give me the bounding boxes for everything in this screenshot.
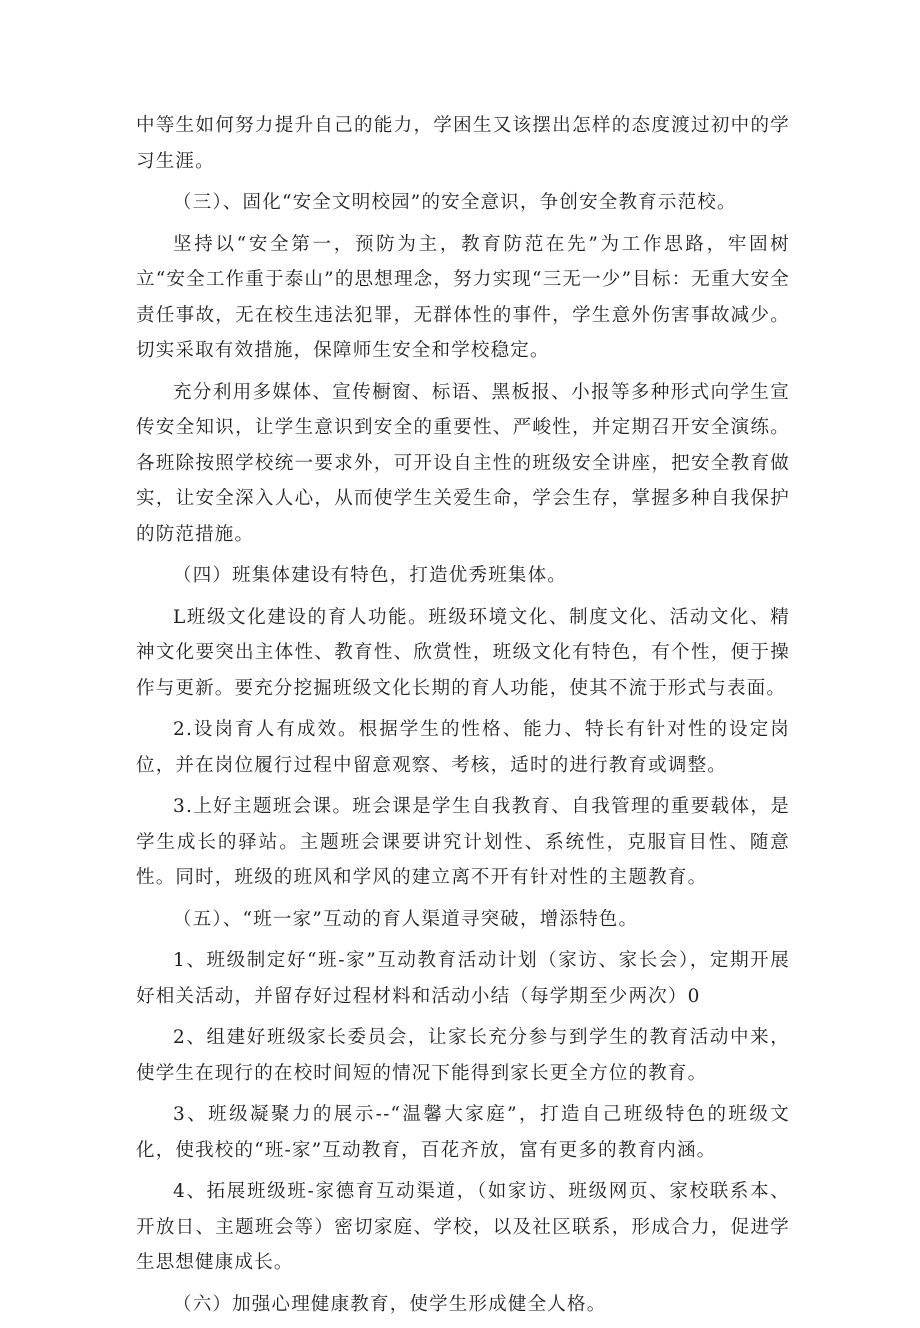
list-item: 3、班级凝聚力的展示--“温馨大家庭”，打造自己班级特色的班级文化，使我校的“班-家”互动教育，百花齐放，富有更多的教育内涵。 (136, 1104, 790, 1161)
paragraph: 充分利用多媒体、宣传橱窗、标语、黑板报、小报等多种形式向学生宣传安全知识，让学生意识到安全的重要性、严峻性，并定期召开安全演练。各班除按照学校统一要求外，可开设自主性的班级安全讲座，把安全教育做实，让安全深入人心，从而使学生关爱生命，学会生存，掌握多种自我保护的防范措施。 (136, 381, 790, 545)
section-heading-4: （四）班集体建设有特色，打造优秀班集体。 (173, 565, 568, 586)
document-body (136, 108, 790, 1328)
section-heading-6: （六）加强心理健康教育，使学生形成健全人格。 (173, 1293, 607, 1315)
section-heading-3: （三）、固化“安全文明校园”的安全意识，争创安全教育示范校。 (173, 192, 737, 213)
list-item: 1、班级制定好“班-家”互动教育活动计划（家访、家长会），定期开展好相关活动，并留存好过程材料和活动小结（每学期至少两次）0 (136, 950, 790, 1007)
paragraph: 坚持以“安全第一，预防为主，教育防范在先”为工作思路，牢固树立“安全工作重于泰山”的思想理念，努力实现“三无一少”目标：无重大安全责任事故，无在校生违法犯罪，无群体性的事件，学生意外伤害事故减少。切实采取有效措施，保障师生安全和学校稳定。 (136, 233, 790, 361)
list-item: 2、组建好班级家长委员会，让家长充分参与到学生的教育活动中来，使学生在现行的在校时间短的情况下能得到家长更全方位的教育。 (136, 1027, 790, 1084)
list-item: 2.设岗育人有成效。根据学生的性格、能力、特长有针对性的设定岗位，并在岗位履行过程中留意观察、考核，适时的进行教育或调整。 (136, 719, 790, 776)
section-heading-5: （五）、“班一家”互动的育人渠道寻突破，增添特色。 (173, 908, 639, 930)
list-item: 4、拓展班级班-家德育互动渠道，（如家访、班级网页、家校联系本、开放日、主题班会等）密切家庭、学校，以及社区联系，形成合力，促进学生思想健康成长。 (136, 1181, 790, 1273)
list-item: L班级文化建设的育人功能。班级环境文化、制度文化、活动文化、精神文化要突出主体性、教育性、欣赏性，班级文化有特色，有个性，便于操作与更新。要充分挖掘班级文化长期的育人功能，使其不流于形式与表面。 (136, 606, 790, 699)
paragraph-continuation: 中等生如何努力提升自己的能力，学困生又该摆出怎样的态度渡过初中的学习生涯。 (136, 115, 790, 172)
list-item: 3.上好主题班会课。班会课是学生自我教育、自我管理的重要载体，是学生成长的驿站。主题班会课要讲究计划性、系统性，克服盲目性、随意性。同时，班级的班风和学风的建立离不开有针对性的主题教育。 (136, 796, 790, 888)
